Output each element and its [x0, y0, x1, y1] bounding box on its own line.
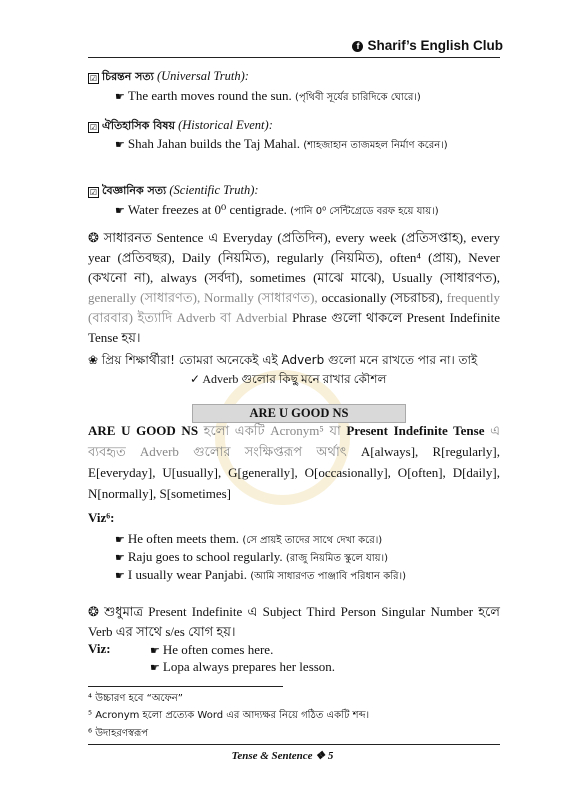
para-gray: generally (সাধারণত), Normally (সাধারণত),: [88, 290, 318, 305]
pointing-hand-icon: ☛: [115, 204, 125, 217]
para-tail: occasionally (সচরাচর),: [321, 290, 443, 305]
viz2-item: [150, 658, 490, 676]
checkbox-icon: ☑: [89, 74, 98, 83]
example-en: The earth moves round the sun.: [127, 88, 292, 103]
viz2-text: Lopa always prepares her lesson.: [162, 659, 336, 674]
page-header: [352, 38, 503, 53]
acronym-lead: ARE U GOOD NS: [88, 423, 199, 438]
pointing-hand-icon: ☛: [115, 90, 125, 103]
section-title-bn: বৈজ্ঞানিক সত্য: [102, 184, 167, 197]
example-line: [115, 87, 500, 106]
pointing-hand-icon: ☛: [115, 533, 125, 546]
para-lead: ❂ সাধারনত Sentence এ Everyday (প্রতিদিন), every week (প্রতিসপ্তাহ), every year (প্রতিবছর), Daily (নিয়মিত), regularly (নিয়মিত), often⁴ (প্রায়), Never (কখনো না), always (সর্বদা), sometimes (মাঝে মাঝে), Usually (সাধারণত),: [88, 230, 500, 285]
viz-item: [115, 530, 500, 549]
viz-bn: (রাজু নিয়মিত স্কুলে যায়।): [285, 553, 389, 564]
section-heading: [88, 182, 259, 201]
section-title-en: (Scientific Truth):: [169, 183, 259, 197]
section-title-bn: চিরন্তন সত্য: [102, 70, 154, 83]
example-line: [115, 201, 500, 220]
para-gray-2: frequently (বারবার) ইত্যাদি Adverb বা Adverbial: [88, 290, 501, 325]
student-tip: ❀ প্রিয় শিক্ষার্থীরা! তোমরা অনেকেই এই Adverb গুলো মনে রাখতে পার না। তাই: [88, 353, 478, 367]
viz-en: Raju goes to school regularly.: [127, 549, 283, 564]
header-title: Sharif’s English Club: [367, 38, 503, 53]
example-bn: (পানি 0⁰ সেন্টিগ্রেডে বরফ হয়ে যায়।): [290, 206, 439, 217]
viz2-label: Viz:: [88, 641, 111, 656]
footnote: ⁶ উদাহরণস্বরূপ: [88, 728, 149, 739]
viz-bn: (সে প্রায়ই তাদের সাথে দেখা করে।): [242, 535, 383, 546]
footnote-rule: [88, 686, 283, 687]
acronym-tense: Present Indefinite Tense: [346, 423, 485, 438]
viz-en: I usually wear Panjabi.: [127, 567, 248, 582]
section-title-bn: ঐতিহাসিক বিষয়: [102, 119, 175, 132]
footer-rule: [88, 744, 500, 745]
example-bn: (শাহজাহান তাজমহল নির্মাণ করেন।): [303, 140, 448, 151]
viz-item: [115, 548, 500, 567]
viz-en: He often meets them.: [127, 531, 240, 546]
rule-paragraph: ❂ শুধুমাত্র Present Indefinite এ Subject Third Person Singular Number হলে Verb এর সাথে s/es যোগ হয়।: [88, 604, 500, 639]
pointing-hand-icon: ☛: [115, 569, 125, 582]
viz-bn: (আমি সাধারণত পাঞ্জাবি পরিধান করি।): [250, 571, 407, 582]
acronym-text-2: এ ব্যবহৃত Adverb গুলোর সংক্ষিপ্তরূপ অর্থাৎ: [88, 423, 500, 459]
section-title-en: (Historical Event):: [178, 118, 273, 132]
pointing-hand-icon: ☛: [115, 138, 125, 151]
example-en: Shah Jahan builds the Taj Mahal.: [127, 136, 301, 151]
facebook-icon: f: [352, 41, 363, 52]
acronym-paragraph: [88, 420, 500, 504]
footnote: ⁴ উচ্চারণ হবে “অফেন”: [88, 693, 183, 704]
section-heading: [88, 117, 273, 136]
header-rule: [88, 57, 500, 58]
checkbox-icon: ☑: [89, 123, 98, 132]
viz-item: [115, 566, 500, 585]
viz2-item: [150, 641, 490, 659]
adverb-paragraph: [88, 228, 500, 348]
page-footer: Tense & Sentence ❖ 5: [231, 750, 334, 762]
para-end: Phrase গুলো থাকলে Present Indefinite Tense হয়।: [88, 310, 500, 345]
viz2-text: He often comes here.: [162, 642, 274, 657]
viz-label: Viz⁶:: [88, 510, 115, 525]
example-bn: (পৃথিবী সূর্যের চারিদিকে ঘোরে।): [295, 92, 421, 103]
acronym-text: হলো একটি Acronym⁵ যা: [203, 423, 341, 438]
section-heading: [88, 68, 249, 87]
acronym-banner: ARE U GOOD NS: [192, 404, 406, 423]
checkbox-icon: ☑: [89, 188, 98, 197]
footnote: ⁵ Acronym হলো প্রত্যেক Word এর আদ্যক্ষর নিয়ে গঠিত একটি শব্দ।: [88, 710, 370, 721]
section-title-en: (Universal Truth):: [156, 69, 249, 83]
pointing-hand-icon: ☛: [150, 661, 160, 674]
pointing-hand-icon: ☛: [115, 551, 125, 564]
pointing-hand-icon: ☛: [150, 644, 160, 657]
example-line: [115, 135, 500, 154]
acronym-list: A[always], R[regularly], E[everyday], U[usually], G[generally], O[occasionally], O[often], D[daily], N[normally], S[sometimes]: [88, 444, 500, 501]
tip-subline: ✓ Adverb গুলোর কিছু মনে রাখার কৌশল: [190, 372, 387, 386]
example-en: Water freezes at 0⁰ centigrade.: [127, 202, 287, 217]
